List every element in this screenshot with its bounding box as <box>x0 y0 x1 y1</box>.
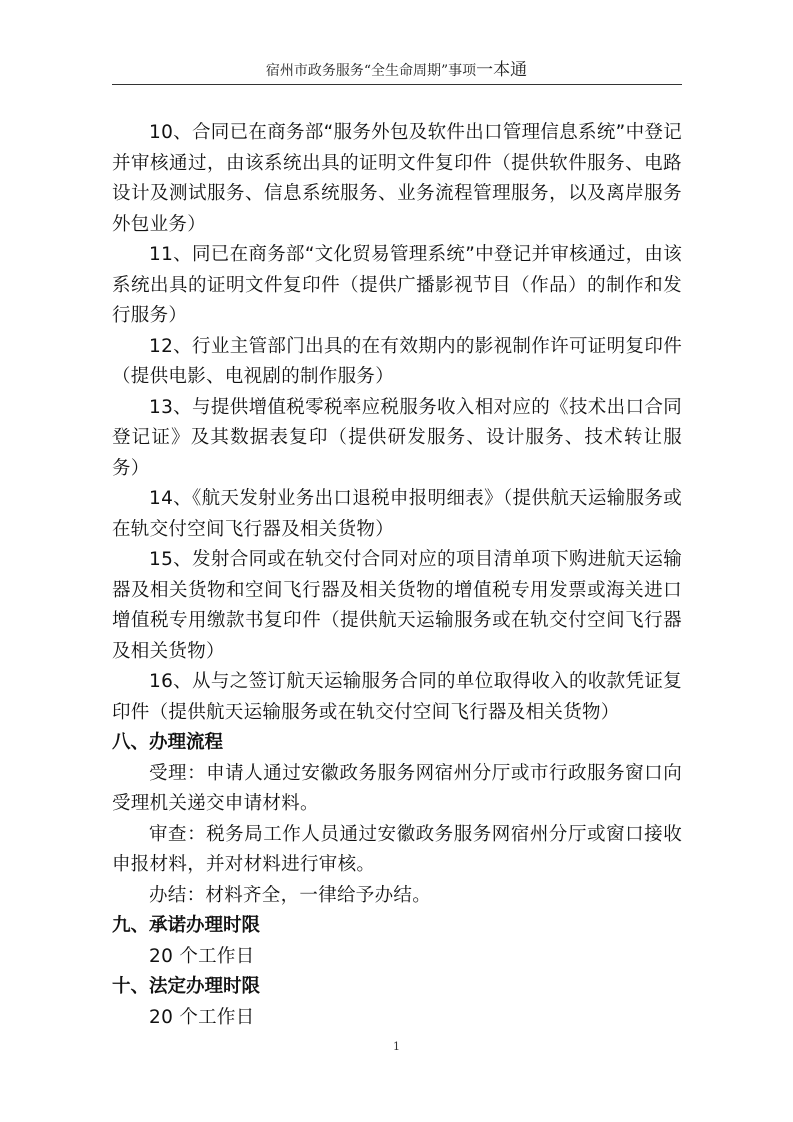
list-item-13: 13、与提供增值税零税率应税服务收入相对应的《技术出口合同登记证》及其数据表复印（提供研发服务、设计服务、技术转让服务） <box>112 396 682 479</box>
list-item-16: 16、从与之签订航天运输服务合同的单位取得收入的收款凭证复印件（提供航天运输服务或在轨交付空间飞行器及相关货物） <box>112 671 682 723</box>
process-review: 审查：税务局工作人员通过安徽政务服务网宿州分厅或窗口接收申报材料，并对材料进行审核。 <box>112 823 682 875</box>
header-title: 宿州市政务服务“全生命周期”事项 <box>265 63 477 79</box>
section-heading-legal-time: 十、法定办理时限 <box>112 976 261 997</box>
legal-time-value: 20 个工作日 <box>149 1006 255 1028</box>
header-title-suffix: 一本通 <box>476 60 528 80</box>
promised-time-value: 20 个工作日 <box>149 945 255 967</box>
document-body <box>112 118 682 1033</box>
section-heading-promised-time: 九、承诺办理时限 <box>112 915 261 936</box>
list-item-15: 15、发射合同或在轨交付合同对应的项目清单项下购进航天运输器及相关货物和空间飞行器及相关货物的增值税专用发票或海关进口增值税专用缴款书复印件（提供航天运输服务或在轨交付空间飞行器及相关货物） <box>112 549 682 662</box>
page-number: 1 <box>393 1040 400 1053</box>
list-item-14: 14、《航天发射业务出口退税申报明细表》（提供航天运输服务或在轨交付空间飞行器及相关货物） <box>112 488 682 540</box>
process-accept: 受理：申请人通过安徽政务服务网宿州分厅或市行政服务窗口向受理机关递交申请材料。 <box>112 762 682 814</box>
list-item-10: 10、合同已在商务部“服务外包及软件出口管理信息系统”中登记并审核通过，由该系统出具的证明文件复印件（提供软件服务、电路设计及测试服务、信息系统服务、业务流程管理服务，以及离岸服务外包业务） <box>112 122 682 235</box>
page-header <box>0 60 793 81</box>
list-item-12: 12、行业主管部门出具的在有效期内的影视制作许可证明复印件（提供电影、电视剧的制作服务） <box>112 335 682 387</box>
section-heading-process: 八、办理流程 <box>112 732 224 753</box>
list-item-11: 11、同已在商务部“文化贸易管理系统”中登记并审核通过，由该系统出具的证明文件复印件（提供广播影视节目（作品）的制作和发行服务） <box>112 244 682 326</box>
header-divider <box>112 84 682 85</box>
process-conclude: 办结：材料齐全，一律给予办结。 <box>149 884 432 906</box>
